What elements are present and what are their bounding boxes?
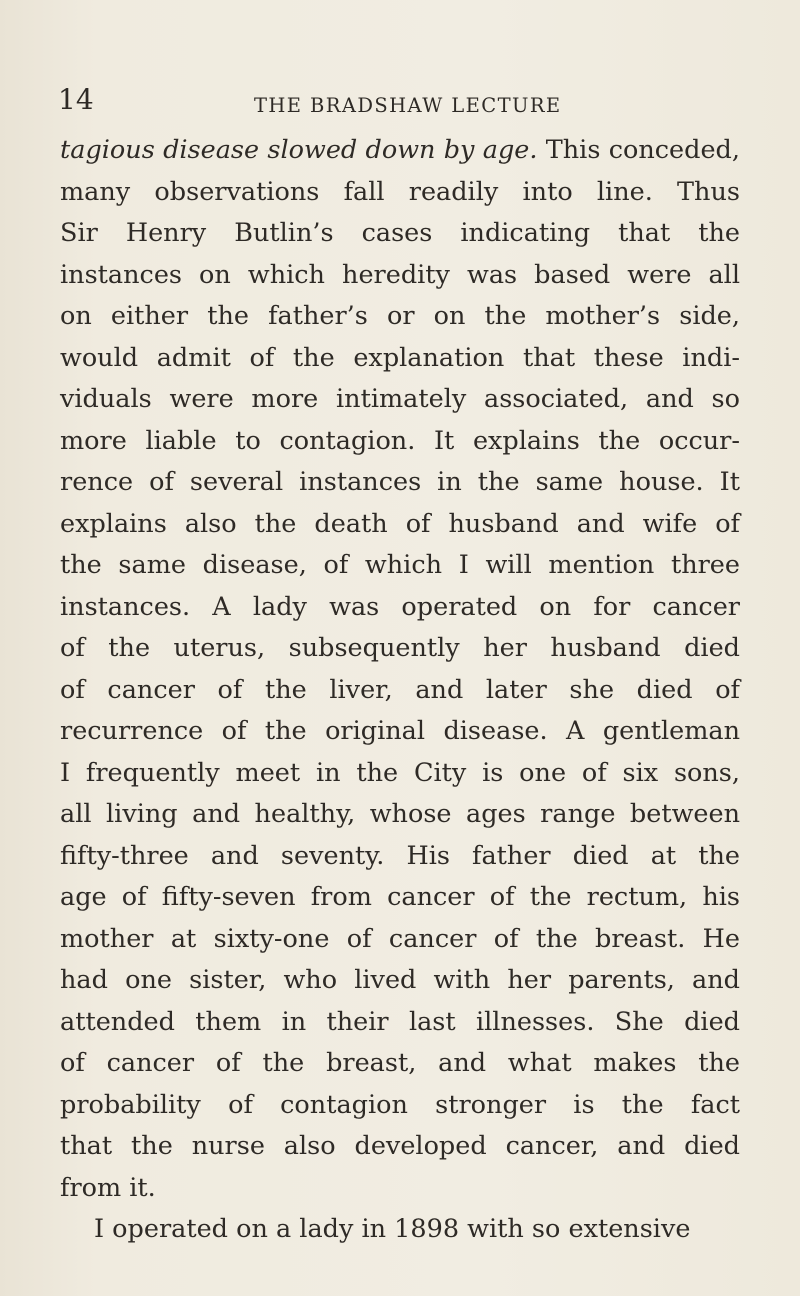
text-line: that the nurse also developed cancer, and died xyxy=(60,1131,740,1161)
text-line: explains also the death of husband and wife of xyxy=(60,508,740,539)
text-line: age of fifty-seven from cancer of the rectum, his xyxy=(60,882,740,912)
text-line: all living and healthy, whose ages range between xyxy=(60,799,740,829)
text-line: on either the father’s or on the mother’s side, xyxy=(60,301,740,331)
text-line: would admit of the explanation that these indi- xyxy=(60,342,740,373)
text-line: mother at sixty-one of cancer of the breast. He xyxy=(60,923,740,954)
text-line: I frequently meet in the City is one of six sons, xyxy=(60,757,740,788)
text-line: more liable to contagion. It explains the occur- xyxy=(60,425,740,456)
text-line: recurrence of the original disease. A gentleman xyxy=(60,716,740,746)
text-line: the same disease, of which I will mention three xyxy=(60,550,740,580)
text-line: fifty-three and seventy. His father died at the xyxy=(60,840,740,871)
text-line: I operated on a lady in 1898 with so extensive xyxy=(94,1214,691,1244)
text-line: from it. xyxy=(60,1172,156,1203)
body-text xyxy=(60,130,740,1251)
text-line: many observations fall readily into line. Thus xyxy=(60,176,740,207)
text-line: of the uterus, subsequently her husband died xyxy=(60,633,740,663)
page-number: 14 xyxy=(58,83,94,116)
page-header xyxy=(0,80,800,120)
text-line: of cancer of the breast, and what makes the xyxy=(60,1048,740,1078)
text-line: attended them in their last illnesses. She died xyxy=(60,1006,740,1037)
running-head: THE BRADSHAW LECTURE xyxy=(254,94,562,117)
text-line: viduals were more intimately associated, and so xyxy=(60,384,740,414)
text-line: probability of contagion stronger is the fact xyxy=(60,1089,740,1120)
text-line: Sir Henry Butlin’s cases indicating that the xyxy=(60,218,740,248)
text-line xyxy=(60,130,740,172)
text-line: had one sister, who lived with her parents, and xyxy=(60,965,740,995)
italic-phrase: tagious disease slowed down by age. xyxy=(60,135,538,165)
text-span: This conceded, xyxy=(537,135,740,165)
text-line: instances. A lady was operated on for cancer xyxy=(60,591,740,622)
text-line: of cancer of the liver, and later she died of xyxy=(60,674,740,705)
text-line: rence of several instances in the same house. It xyxy=(60,467,740,497)
text-line: instances on which heredity was based were all xyxy=(60,259,740,290)
